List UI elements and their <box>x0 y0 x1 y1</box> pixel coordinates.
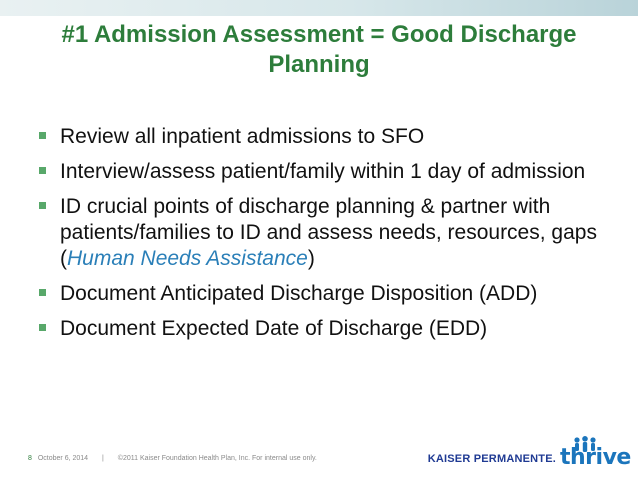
bullet-item <box>36 159 616 185</box>
slide-footer <box>28 455 329 462</box>
brand-logo <box>427 436 631 472</box>
bullet-text: Review all inpatient admissions to SFO <box>60 125 425 148</box>
top-gradient-band <box>0 0 638 16</box>
square-bullet-icon <box>39 324 46 331</box>
bullet-text: Interview/assess patient/family within 1 day of admission <box>60 160 586 183</box>
bullet-text-closing: ) <box>307 247 315 270</box>
bullet-item <box>36 124 616 150</box>
thrive-logo-text: thrive <box>560 445 631 470</box>
bullet-item <box>36 316 616 342</box>
square-bullet-icon <box>39 167 46 174</box>
bullet-list <box>36 124 616 351</box>
footer-copyright: ©2011 Kaiser Foundation Health Plan, Inc. For internal use only. <box>117 455 317 462</box>
footer-separator: | <box>102 455 104 462</box>
slide-title <box>30 20 608 80</box>
thrive-logo <box>560 436 631 472</box>
square-bullet-icon <box>39 202 46 209</box>
square-bullet-icon <box>39 289 46 296</box>
bullet-text: Document Anticipated Discharge Disposition (ADD) <box>60 282 538 305</box>
bullet-item <box>36 194 616 272</box>
bullet-item <box>36 281 616 307</box>
footer-date: October 6, 2014 <box>37 455 89 462</box>
square-bullet-icon <box>39 132 46 139</box>
bullet-text: ID crucial points of discharge planning & partner with patients/families to ID and assess needs, resources, gaps ( <box>60 195 597 270</box>
title-line-1: #1 Admission Assessment = Good Discharge <box>61 21 577 48</box>
bullet-italic-text: Human Needs Assistance <box>67 247 308 270</box>
title-line-2: Planning <box>268 51 370 78</box>
page-number: 8 <box>28 455 32 462</box>
kaiser-permanente-logo-text: KAISER PERMANENTE. <box>427 453 556 465</box>
bullet-text: Document Expected Date of Discharge (EDD) <box>60 317 488 340</box>
